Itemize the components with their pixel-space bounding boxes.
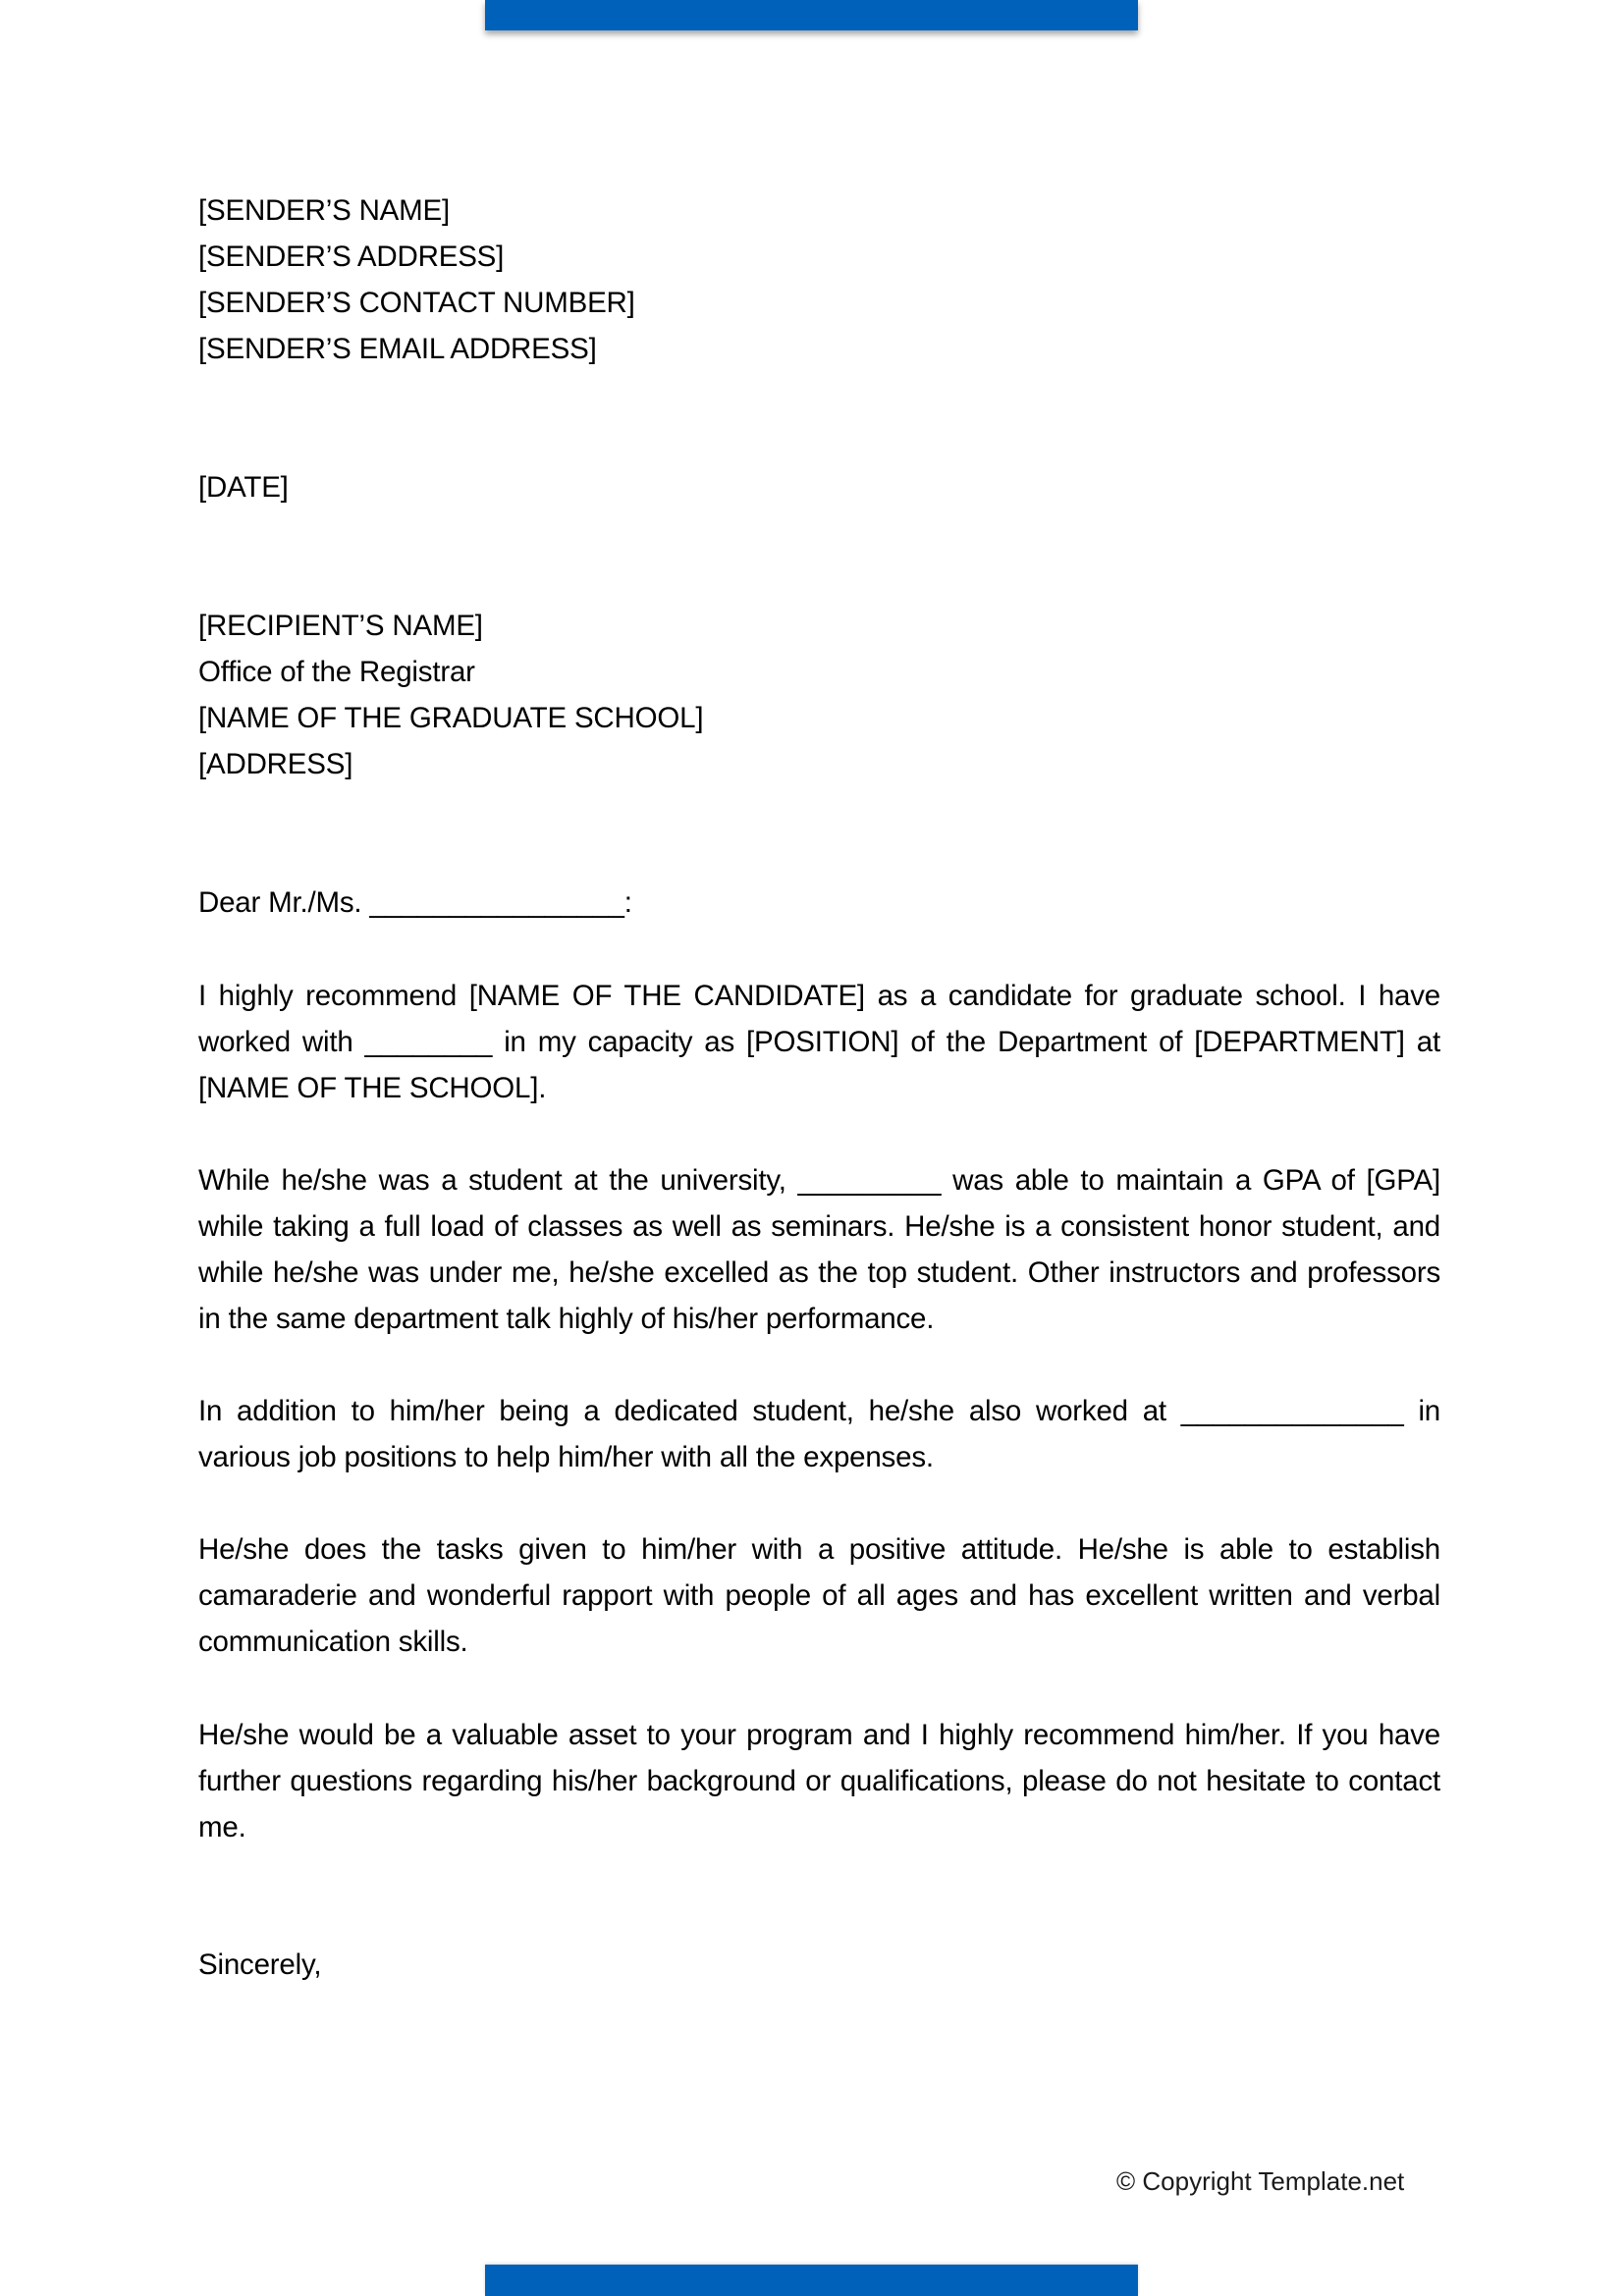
sender-contact-number: [SENDER’S CONTACT NUMBER] [198, 287, 635, 319]
recipient-office: Office of the Registrar [198, 656, 475, 688]
sender-address: [SENDER’S ADDRESS] [198, 240, 505, 273]
sender-block [198, 187, 1440, 372]
recipient-school: [NAME OF THE GRADUATE SCHOOL] [198, 702, 704, 734]
sender-email-address: [SENDER’S EMAIL ADDRESS] [198, 333, 597, 365]
copyright-notice: © Copyright Template.net [1116, 2166, 1405, 2196]
paragraph-text: In addition to him/her being a dedicated student, he/she also worked at ______________ in various job positions to help him/her with all the expenses. [198, 1395, 1440, 1473]
body-paragraph-1 [198, 973, 1440, 1111]
recipient-name: [RECIPIENT’S NAME] [198, 610, 483, 642]
date-block [198, 464, 1440, 510]
top-accent-bar [485, 0, 1138, 30]
letter-date: [DATE] [198, 471, 289, 504]
body-paragraph-5 [198, 1712, 1440, 1850]
paragraph-text: I highly recommend [NAME OF THE CANDIDATE] as a candidate for graduate school. I have worked with ________ in my capacity as [POSITION] of the Department of [DEPARTMENT] at [NAME OF THE SCHOOL]. [198, 980, 1440, 1104]
body-paragraph-4 [198, 1526, 1440, 1665]
paragraph-text: He/she would be a valuable asset to your program and I highly recommend him/her. If you have further questions regarding his/her background or qualifications, please do not hesitate to contact me. [198, 1719, 1440, 1843]
salutation-block [198, 880, 1440, 926]
paragraph-text: While he/she was a student at the university, _________ was able to maintain a GPA of [GPA] while taking a full load of classes as well as seminars. He/she is a consistent honor student, and while he/she was under me, he/she excelled as the top student. Other instructors and professors in the same department talk highly of his/her performance. [198, 1164, 1440, 1335]
closing-block [198, 1942, 1440, 1988]
body-paragraph-3 [198, 1388, 1440, 1480]
recipient-address: [ADDRESS] [198, 748, 353, 780]
bottom-accent-bar [485, 2265, 1138, 2296]
salutation: Dear Mr./Ms. ________________: [198, 886, 632, 919]
body-paragraph-2 [198, 1157, 1440, 1342]
sender-name: [SENDER’S NAME] [198, 194, 450, 227]
closing: Sincerely, [198, 1949, 322, 1981]
recipient-block [198, 603, 1440, 787]
paragraph-text: He/she does the tasks given to him/her with a positive attitude. He/she is able to establish camaraderie and wonderful rapport with people of all ages and has excellent written and verbal communication skills. [198, 1533, 1440, 1658]
